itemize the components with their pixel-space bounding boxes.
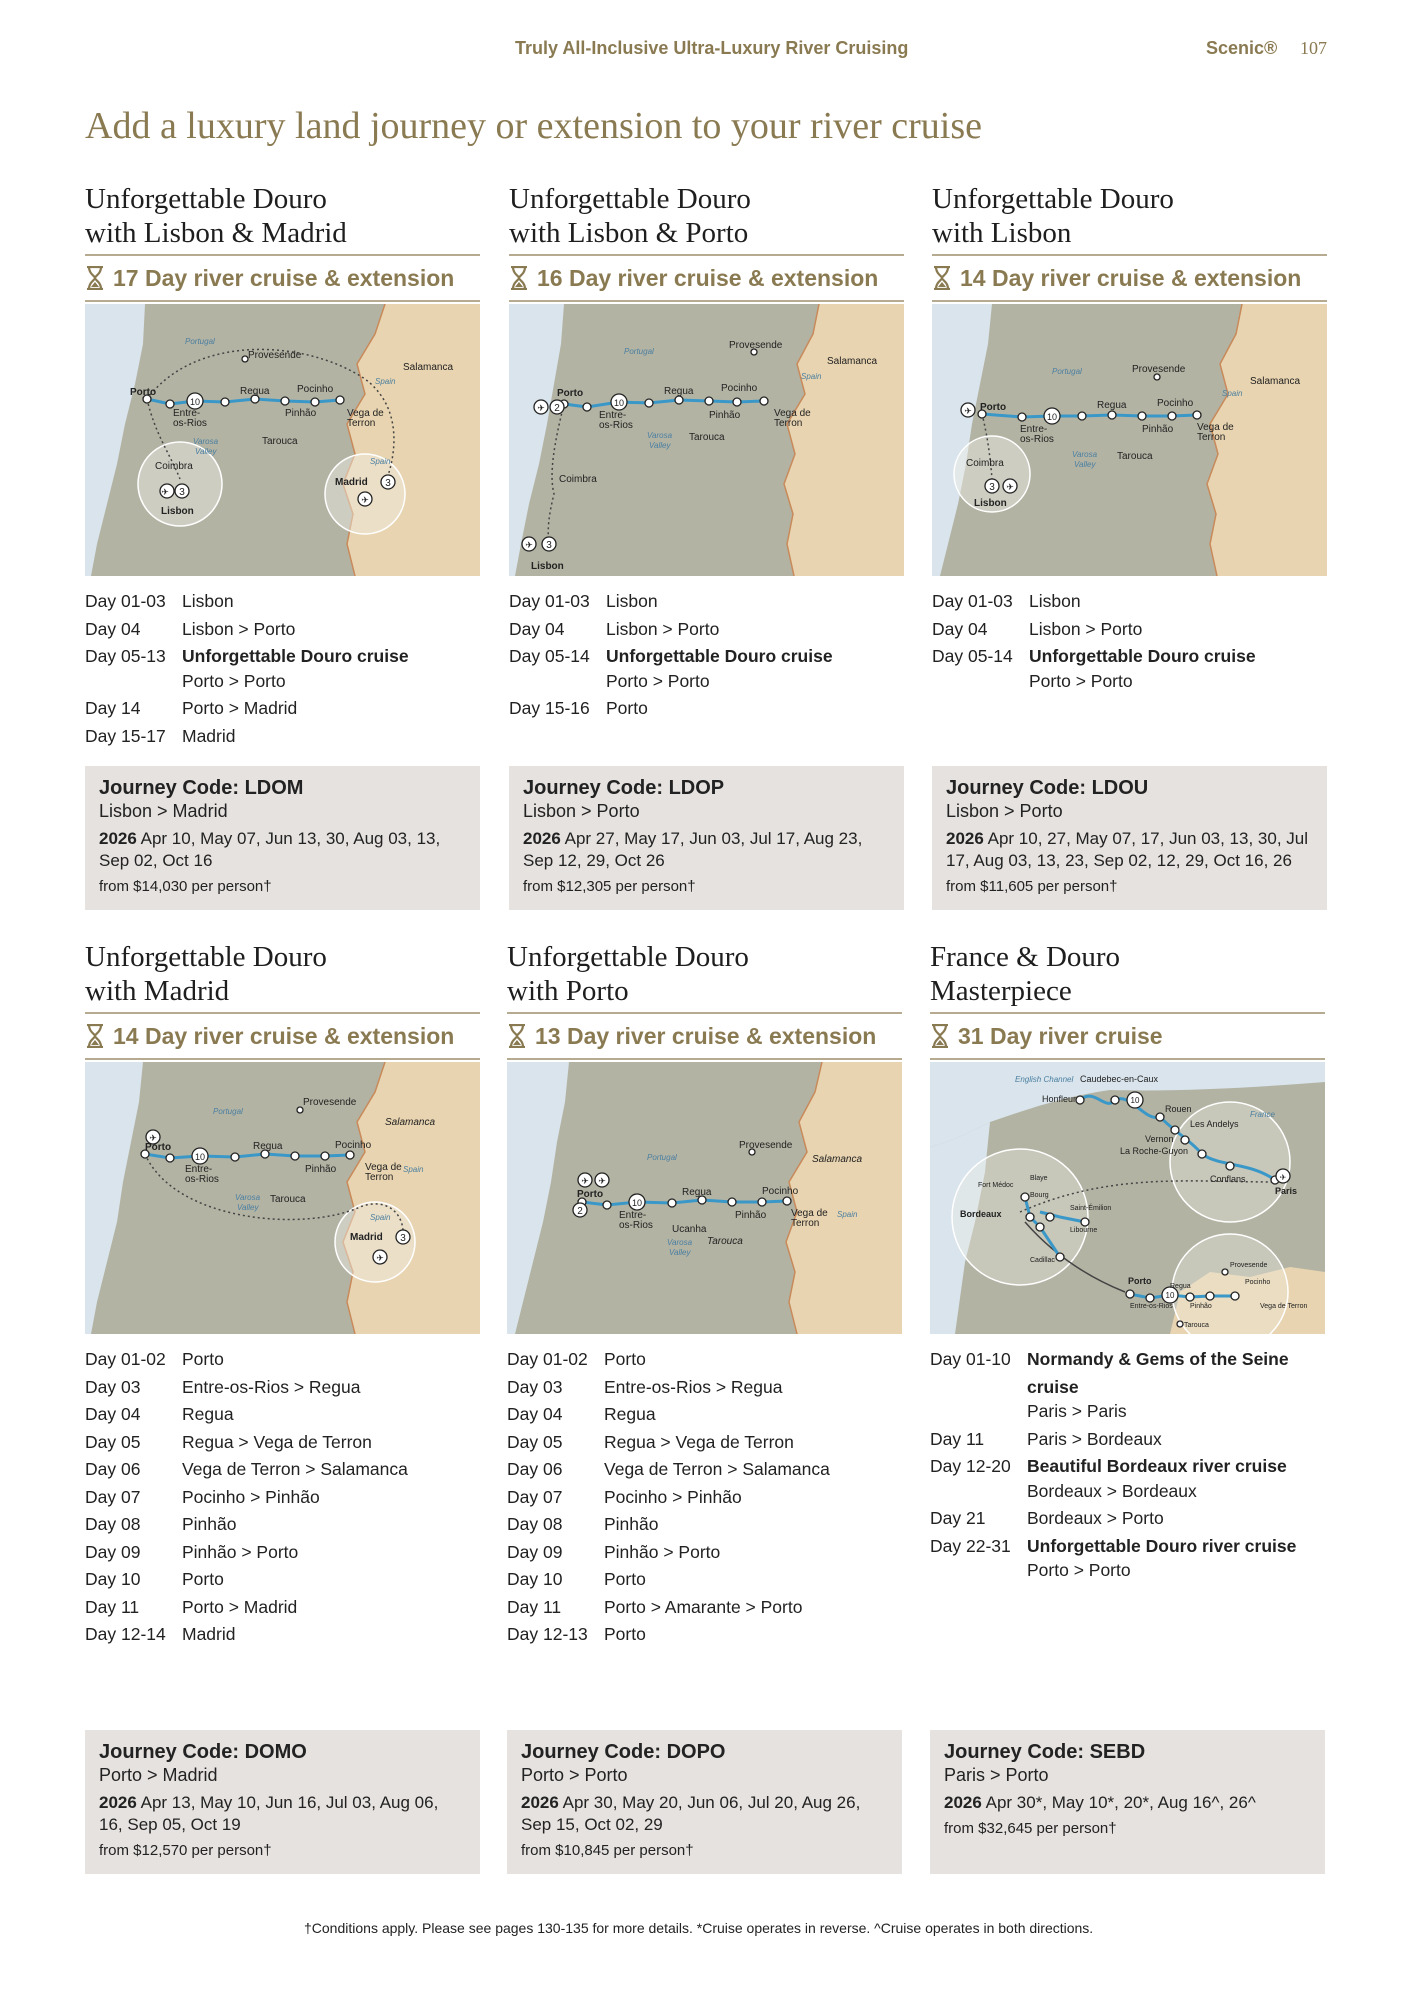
svg-text:Tarouca: Tarouca — [1117, 451, 1153, 462]
svg-text:3: 3 — [385, 478, 391, 489]
hourglass-icon — [930, 1024, 950, 1048]
svg-text:✈: ✈ — [376, 1253, 384, 1263]
itinerary-row: Day 04 Regua — [507, 1404, 656, 1424]
itinerary-row: Day 07 Pocinho > Pinhão — [85, 1486, 320, 1507]
svg-text:Provesende: Provesende — [1132, 364, 1186, 375]
svg-text:Caudebec-en-Caux: Caudebec-en-Caux — [1080, 1074, 1159, 1084]
journey-card-domo — [85, 940, 480, 1649]
svg-text:Regua: Regua — [1170, 1283, 1191, 1290]
svg-text:Les Andelys: Les Andelys — [1190, 1119, 1239, 1129]
journey-title: France & Douro Masterpiece — [930, 940, 1325, 1014]
svg-text:os-Rios: os-Rios — [599, 420, 633, 431]
svg-text:Valley: Valley — [669, 1248, 691, 1257]
journey-code-box: Journey Code: DOPO Porto > Porto 2026 Apr 30, May 20, Jun 06, Jul 20, Aug 26, Sep 15, Oct 02, 29 from $10,845 per person† — [507, 1730, 902, 1874]
itinerary-subroute: Bordeaux > Bordeaux — [1027, 1480, 1197, 1501]
itinerary-row: Day 11 Porto > Madrid — [85, 1596, 298, 1617]
svg-text:Spain: Spain — [370, 457, 391, 466]
svg-text:os-Rios: os-Rios — [173, 418, 207, 429]
svg-text:Provesende: Provesende — [739, 1140, 793, 1151]
svg-text:✈: ✈ — [581, 1176, 589, 1186]
itinerary-subroute: Porto > Porto — [182, 670, 286, 691]
svg-text:✈: ✈ — [537, 403, 545, 413]
journey-title: Unforgettable Douro with Lisbon & Porto — [509, 182, 904, 256]
journey-card-ldom — [85, 182, 480, 750]
svg-text:Entre-: Entre- — [185, 1164, 213, 1175]
svg-text:Varosa: Varosa — [193, 437, 219, 446]
itinerary-subroute: Porto > Porto — [606, 670, 710, 691]
svg-text:Ucanha: Ucanha — [672, 1224, 707, 1235]
duration-label: 14 Day river cruise & extension — [85, 1014, 480, 1060]
svg-text:Tarouca: Tarouca — [270, 1194, 306, 1205]
itinerary-row: Day 01-03 Lisbon — [932, 591, 1081, 611]
svg-text:Bourg: Bourg — [1030, 1192, 1049, 1199]
journey-title: Unforgettable Douro with Lisbon & Madrid — [85, 182, 480, 256]
itinerary-row: Day 12-14 Madrid — [85, 1624, 236, 1644]
svg-text:Provesende: Provesende — [1230, 1262, 1268, 1269]
itinerary-row: Day 07 Pocinho > Pinhão — [507, 1486, 742, 1507]
itinerary-row: Day 03 Entre-os-Rios > Regua — [507, 1376, 783, 1397]
hourglass-icon — [85, 1024, 105, 1048]
journey-card-ldop — [509, 182, 904, 723]
svg-text:Valley: Valley — [195, 447, 217, 456]
itinerary-row: Day 15-16 Porto — [509, 698, 648, 718]
svg-text:Portugal: Portugal — [647, 1153, 677, 1162]
svg-text:Regua: Regua — [664, 386, 694, 397]
svg-text:Saint-Émilion: Saint-Émilion — [1070, 1205, 1112, 1212]
svg-text:Vega de: Vega de — [347, 408, 384, 419]
svg-text:Regua: Regua — [1097, 400, 1127, 411]
itinerary-row: Day 01-03 Lisbon — [85, 591, 234, 611]
svg-text:English Channel: English Channel — [1015, 1075, 1074, 1084]
svg-text:Terron: Terron — [1197, 432, 1226, 443]
itinerary-row: Day 12-20 Beautiful Bordeaux river cruise — [930, 1456, 1287, 1476]
svg-text:✈: ✈ — [525, 540, 533, 550]
itinerary-row: Day 12-13 Porto — [507, 1624, 646, 1644]
itinerary-row: Day 01-10 Normandy & Gems of the Seine cruise — [930, 1349, 1289, 1397]
svg-text:Pocinho: Pocinho — [335, 1140, 372, 1151]
svg-text:Terron: Terron — [347, 418, 376, 429]
svg-text:Regua: Regua — [682, 1187, 712, 1198]
svg-text:Vega de: Vega de — [791, 1208, 828, 1219]
svg-text:Fort Médoc: Fort Médoc — [978, 1182, 1014, 1189]
itinerary-row: Day 05 Regua > Vega de Terron — [85, 1431, 372, 1452]
svg-text:Pinhão: Pinhão — [709, 410, 741, 421]
svg-text:Vernon: Vernon — [1145, 1134, 1174, 1144]
svg-text:Salamanca: Salamanca — [827, 356, 878, 367]
svg-text:Paris: Paris — [1275, 1186, 1298, 1196]
svg-text:✈: ✈ — [1279, 1173, 1287, 1182]
svg-text:Spain: Spain — [801, 372, 822, 381]
svg-text:Salamanca: Salamanca — [403, 362, 454, 373]
svg-text:Valley: Valley — [1074, 460, 1096, 469]
svg-text:Porto: Porto — [145, 1142, 172, 1153]
route-map — [507, 1062, 902, 1334]
svg-text:Vega de Terron: Vega de Terron — [1260, 1303, 1308, 1310]
duration-label: 31 Day river cruise — [930, 1014, 1325, 1060]
svg-text:Porto: Porto — [557, 388, 584, 399]
svg-text:Tarouca: Tarouca — [262, 436, 298, 447]
itinerary-subroute: Paris > Paris — [1027, 1401, 1127, 1421]
route-map — [509, 304, 904, 576]
svg-text:Madrid: Madrid — [335, 477, 368, 488]
svg-text:Salamanca: Salamanca — [1250, 376, 1301, 387]
svg-text:Varosa: Varosa — [235, 1193, 261, 1202]
svg-text:Porto: Porto — [1128, 1276, 1152, 1286]
svg-text:Coimbra: Coimbra — [966, 458, 1004, 469]
itinerary-row: Day 09 Pinhão > Porto — [85, 1541, 299, 1562]
journey-card-ldou — [932, 182, 1327, 695]
svg-text:Terron: Terron — [774, 418, 803, 429]
journey-title: Unforgettable Douro with Lisbon — [932, 182, 1327, 256]
svg-text:Portugal: Portugal — [1052, 367, 1082, 376]
svg-text:✈: ✈ — [149, 1133, 157, 1143]
itinerary-list — [930, 1346, 1325, 1585]
svg-text:os-Rios: os-Rios — [619, 1220, 653, 1231]
footnote: †Conditions apply. Please see pages 130-135 for more details. *Cruise operates in reverse. ^Cruise operates in both directions. — [304, 1920, 1094, 1936]
svg-text:Cadillac: Cadillac — [1030, 1257, 1055, 1264]
svg-text:os-Rios: os-Rios — [1020, 434, 1054, 445]
svg-text:Pinhão: Pinhão — [1190, 1303, 1212, 1310]
svg-text:Provesende: Provesende — [729, 340, 783, 351]
journey-title: Unforgettable Douro with Porto — [507, 940, 902, 1014]
route-map — [932, 304, 1327, 576]
svg-text:France: France — [1250, 1110, 1275, 1119]
journey-card-sebd — [930, 940, 1325, 1585]
svg-text:Regua: Regua — [253, 1141, 283, 1152]
svg-text:3: 3 — [546, 540, 552, 551]
header-tagline: Truly All-Inclusive Ultra-Luxury River Cruising — [515, 38, 909, 58]
itinerary-list — [507, 1346, 902, 1649]
svg-text:3: 3 — [179, 487, 185, 498]
svg-text:Spain: Spain — [370, 1213, 391, 1222]
svg-text:Pinhão: Pinhão — [735, 1210, 767, 1221]
svg-text:✈: ✈ — [161, 487, 169, 497]
itinerary-row: Day 04 Lisbon > Porto — [509, 618, 720, 639]
svg-text:Vega de: Vega de — [365, 1162, 402, 1173]
svg-text:Coimbra: Coimbra — [559, 474, 597, 485]
svg-text:✈: ✈ — [598, 1176, 606, 1186]
duration-label: 13 Day river cruise & extension — [507, 1014, 902, 1060]
svg-text:Pocinho: Pocinho — [1245, 1279, 1271, 1286]
svg-text:Lisbon: Lisbon — [974, 498, 1007, 509]
hourglass-icon — [932, 266, 952, 290]
itinerary-row: Day 05-13 Unforgettable Douro cruise — [85, 646, 409, 666]
svg-text:Spain: Spain — [403, 1165, 424, 1174]
svg-text:Salamanca: Salamanca — [385, 1117, 436, 1128]
svg-text:Salamanca: Salamanca — [812, 1154, 863, 1165]
svg-text:Rouen: Rouen — [1165, 1104, 1192, 1114]
itinerary-row: Day 05 Regua > Vega de Terron — [507, 1431, 794, 1452]
itinerary-row: Day 01-02 Porto — [507, 1349, 646, 1369]
itinerary-row: Day 04 Lisbon > Porto — [932, 618, 1143, 639]
svg-text:Valley: Valley — [237, 1203, 259, 1212]
svg-text:Pocinho: Pocinho — [721, 383, 758, 394]
svg-text:os-Rios: os-Rios — [185, 1174, 219, 1185]
journey-code-box: Journey Code: LDOU Lisbon > Porto 2026 Apr 10, 27, May 07, 17, Jun 03, 13, 30, Jul 17, Aug 03, 13, 23, Sep 02, 12, 29, Oct 16, 26 from $11,605 per person† — [932, 766, 1327, 910]
route-map — [85, 1062, 480, 1334]
duration-label: 14 Day river cruise & extension — [932, 256, 1327, 302]
hourglass-icon — [507, 1024, 527, 1048]
svg-text:2: 2 — [577, 1206, 583, 1217]
svg-text:Pocinho: Pocinho — [762, 1186, 799, 1197]
itinerary-list — [85, 588, 480, 750]
svg-text:3: 3 — [400, 1233, 406, 1244]
svg-text:3: 3 — [989, 482, 995, 493]
svg-text:Valley: Valley — [649, 441, 671, 450]
journey-code-box: Journey Code: DOMO Porto > Madrid 2026 Apr 13, May 10, Jun 16, Jul 03, Aug 06, 16, Sep 05, Oct 19 from $12,570 per person† — [85, 1730, 480, 1874]
svg-text:✈: ✈ — [361, 495, 369, 505]
itinerary-row: Day 04 Lisbon > Porto — [85, 618, 296, 639]
itinerary-row: Day 03 Entre-os-Rios > Regua — [85, 1376, 361, 1397]
svg-text:10: 10 — [189, 397, 201, 407]
svg-text:10: 10 — [194, 1152, 206, 1162]
svg-text:Bordeaux: Bordeaux — [960, 1209, 1002, 1219]
svg-text:Conflans: Conflans — [1210, 1174, 1246, 1184]
svg-text:Pinhão: Pinhão — [1142, 424, 1174, 435]
itinerary-row: Day 04 Regua — [85, 1404, 234, 1424]
page-title: Add a luxury land journey or extension to your river cruise — [85, 105, 982, 147]
svg-text:Entre-: Entre- — [599, 410, 627, 421]
svg-text:Provesende: Provesende — [303, 1097, 357, 1108]
svg-text:2: 2 — [554, 403, 560, 414]
itinerary-row: Day 15-17 Madrid — [85, 725, 236, 746]
svg-text:Blaye: Blaye — [1030, 1175, 1048, 1182]
journey-code-box: Journey Code: LDOM Lisbon > Madrid 2026 Apr 10, May 07, Jun 13, 30, Aug 03, 13, Sep 02, Oct 16 from $14,030 per person† — [85, 766, 480, 910]
svg-text:Tarouca: Tarouca — [689, 432, 725, 443]
svg-text:Portugal: Portugal — [213, 1107, 243, 1116]
itinerary-row: Day 22-31 Unforgettable Douro river cruise — [930, 1535, 1297, 1556]
svg-text:Pocinho: Pocinho — [1157, 398, 1194, 409]
svg-text:Porto: Porto — [980, 402, 1007, 413]
svg-text:Pinhão: Pinhão — [285, 408, 317, 419]
route-map — [85, 304, 480, 576]
itinerary-row: Day 01-02 Porto — [85, 1349, 224, 1369]
svg-text:Pinhão: Pinhão — [305, 1164, 337, 1175]
itinerary-row: Day 09 Pinhão > Porto — [507, 1541, 721, 1562]
hourglass-icon — [509, 266, 529, 290]
svg-text:10: 10 — [631, 1198, 643, 1208]
svg-text:Spain: Spain — [375, 377, 396, 386]
svg-text:Portugal: Portugal — [185, 337, 215, 346]
svg-text:Honfleur: Honfleur — [1042, 1094, 1077, 1104]
itinerary-subroute: Porto > Porto — [1029, 670, 1133, 691]
journey-title: Unforgettable Douro with Madrid — [85, 940, 480, 1014]
itinerary-row: Day 05-14 Unforgettable Douro cruise — [932, 646, 1256, 666]
itinerary-list — [932, 588, 1327, 695]
svg-text:Vega de: Vega de — [774, 408, 811, 419]
svg-text:10: 10 — [1130, 1096, 1140, 1105]
svg-text:Portugal: Portugal — [624, 347, 654, 356]
svg-text:Tarouca: Tarouca — [707, 1236, 743, 1247]
svg-text:Varosa: Varosa — [1072, 450, 1098, 459]
svg-text:Regua: Regua — [240, 386, 270, 397]
duration-label: 16 Day river cruise & extension — [509, 256, 904, 302]
itinerary-row: Day 05-14 Unforgettable Douro cruise — [509, 646, 833, 666]
itinerary-row: Day 21 Bordeaux > Porto — [930, 1508, 1164, 1528]
svg-text:Varosa: Varosa — [667, 1238, 693, 1247]
journey-code-box: Journey Code: LDOP Lisbon > Porto 2026 Apr 27, May 17, Jun 03, Jul 17, Aug 23, Sep 12, 29, Oct 26 from $12,305 per person† — [509, 766, 904, 910]
svg-text:Madrid: Madrid — [350, 1232, 383, 1243]
hourglass-icon — [85, 266, 105, 290]
brand-name: Scenic® — [1206, 38, 1278, 58]
svg-text:Varosa: Varosa — [647, 431, 673, 440]
svg-text:Lisbon: Lisbon — [531, 561, 564, 572]
svg-text:Entre-: Entre- — [173, 408, 201, 419]
itinerary-row: Day 06 Vega de Terron > Salamanca — [507, 1459, 830, 1479]
svg-text:Spain: Spain — [837, 1210, 858, 1219]
svg-text:Terron: Terron — [791, 1218, 820, 1229]
itinerary-row: Day 10 Porto — [85, 1569, 224, 1589]
svg-text:✈: ✈ — [964, 406, 972, 416]
itinerary-row: Day 08 Pinhão — [85, 1514, 237, 1534]
svg-text:Tarouca: Tarouca — [1184, 1322, 1209, 1329]
svg-text:Spain: Spain — [1222, 389, 1243, 398]
svg-text:Lisbon: Lisbon — [161, 506, 194, 517]
svg-text:Vega de: Vega de — [1197, 422, 1234, 433]
svg-text:10: 10 — [1046, 412, 1058, 422]
journey-code-box: Journey Code: SEBD Paris > Porto 2026 Apr 30*, May 10*, 20*, Aug 16^, 26^ from $32,645 per person† — [930, 1730, 1325, 1874]
itinerary-row: Day 01-03 Lisbon — [509, 591, 658, 611]
itinerary-row: Day 11 Paris > Bordeaux — [930, 1428, 1162, 1449]
itinerary-list — [509, 588, 904, 723]
journey-card-dopo — [507, 940, 902, 1649]
svg-text:10: 10 — [613, 398, 625, 408]
svg-text:Porto: Porto — [577, 1189, 604, 1200]
itinerary-row: Day 10 Porto — [507, 1569, 646, 1589]
itinerary-subroute: Porto > Porto — [1027, 1560, 1131, 1580]
svg-text:Coimbra: Coimbra — [155, 461, 193, 472]
svg-text:10: 10 — [1165, 1291, 1175, 1300]
route-map — [930, 1062, 1325, 1334]
svg-text:Entre-: Entre- — [1020, 424, 1048, 435]
svg-text:Libourne: Libourne — [1070, 1227, 1098, 1234]
duration-label: 17 Day river cruise & extension — [85, 256, 480, 302]
svg-text:Provesende: Provesende — [248, 350, 302, 361]
itinerary-list — [85, 1346, 480, 1649]
svg-text:Entre-os-Rios: Entre-os-Rios — [1130, 1303, 1173, 1310]
itinerary-row: Day 14 Porto > Madrid — [85, 698, 298, 718]
svg-text:Pocinho: Pocinho — [297, 384, 334, 395]
svg-text:✈: ✈ — [1006, 482, 1014, 492]
itinerary-row: Day 08 Pinhão — [507, 1514, 659, 1534]
svg-text:Porto: Porto — [130, 387, 157, 398]
page-number: 107 — [1300, 38, 1327, 58]
itinerary-row: Day 11 Porto > Amarante > Porto — [507, 1596, 803, 1617]
svg-text:La Roche-Guyon: La Roche-Guyon — [1120, 1146, 1189, 1156]
svg-text:Entre-: Entre- — [619, 1210, 647, 1221]
itinerary-row: Day 06 Vega de Terron > Salamanca — [85, 1459, 408, 1479]
svg-text:Terron: Terron — [365, 1172, 394, 1183]
